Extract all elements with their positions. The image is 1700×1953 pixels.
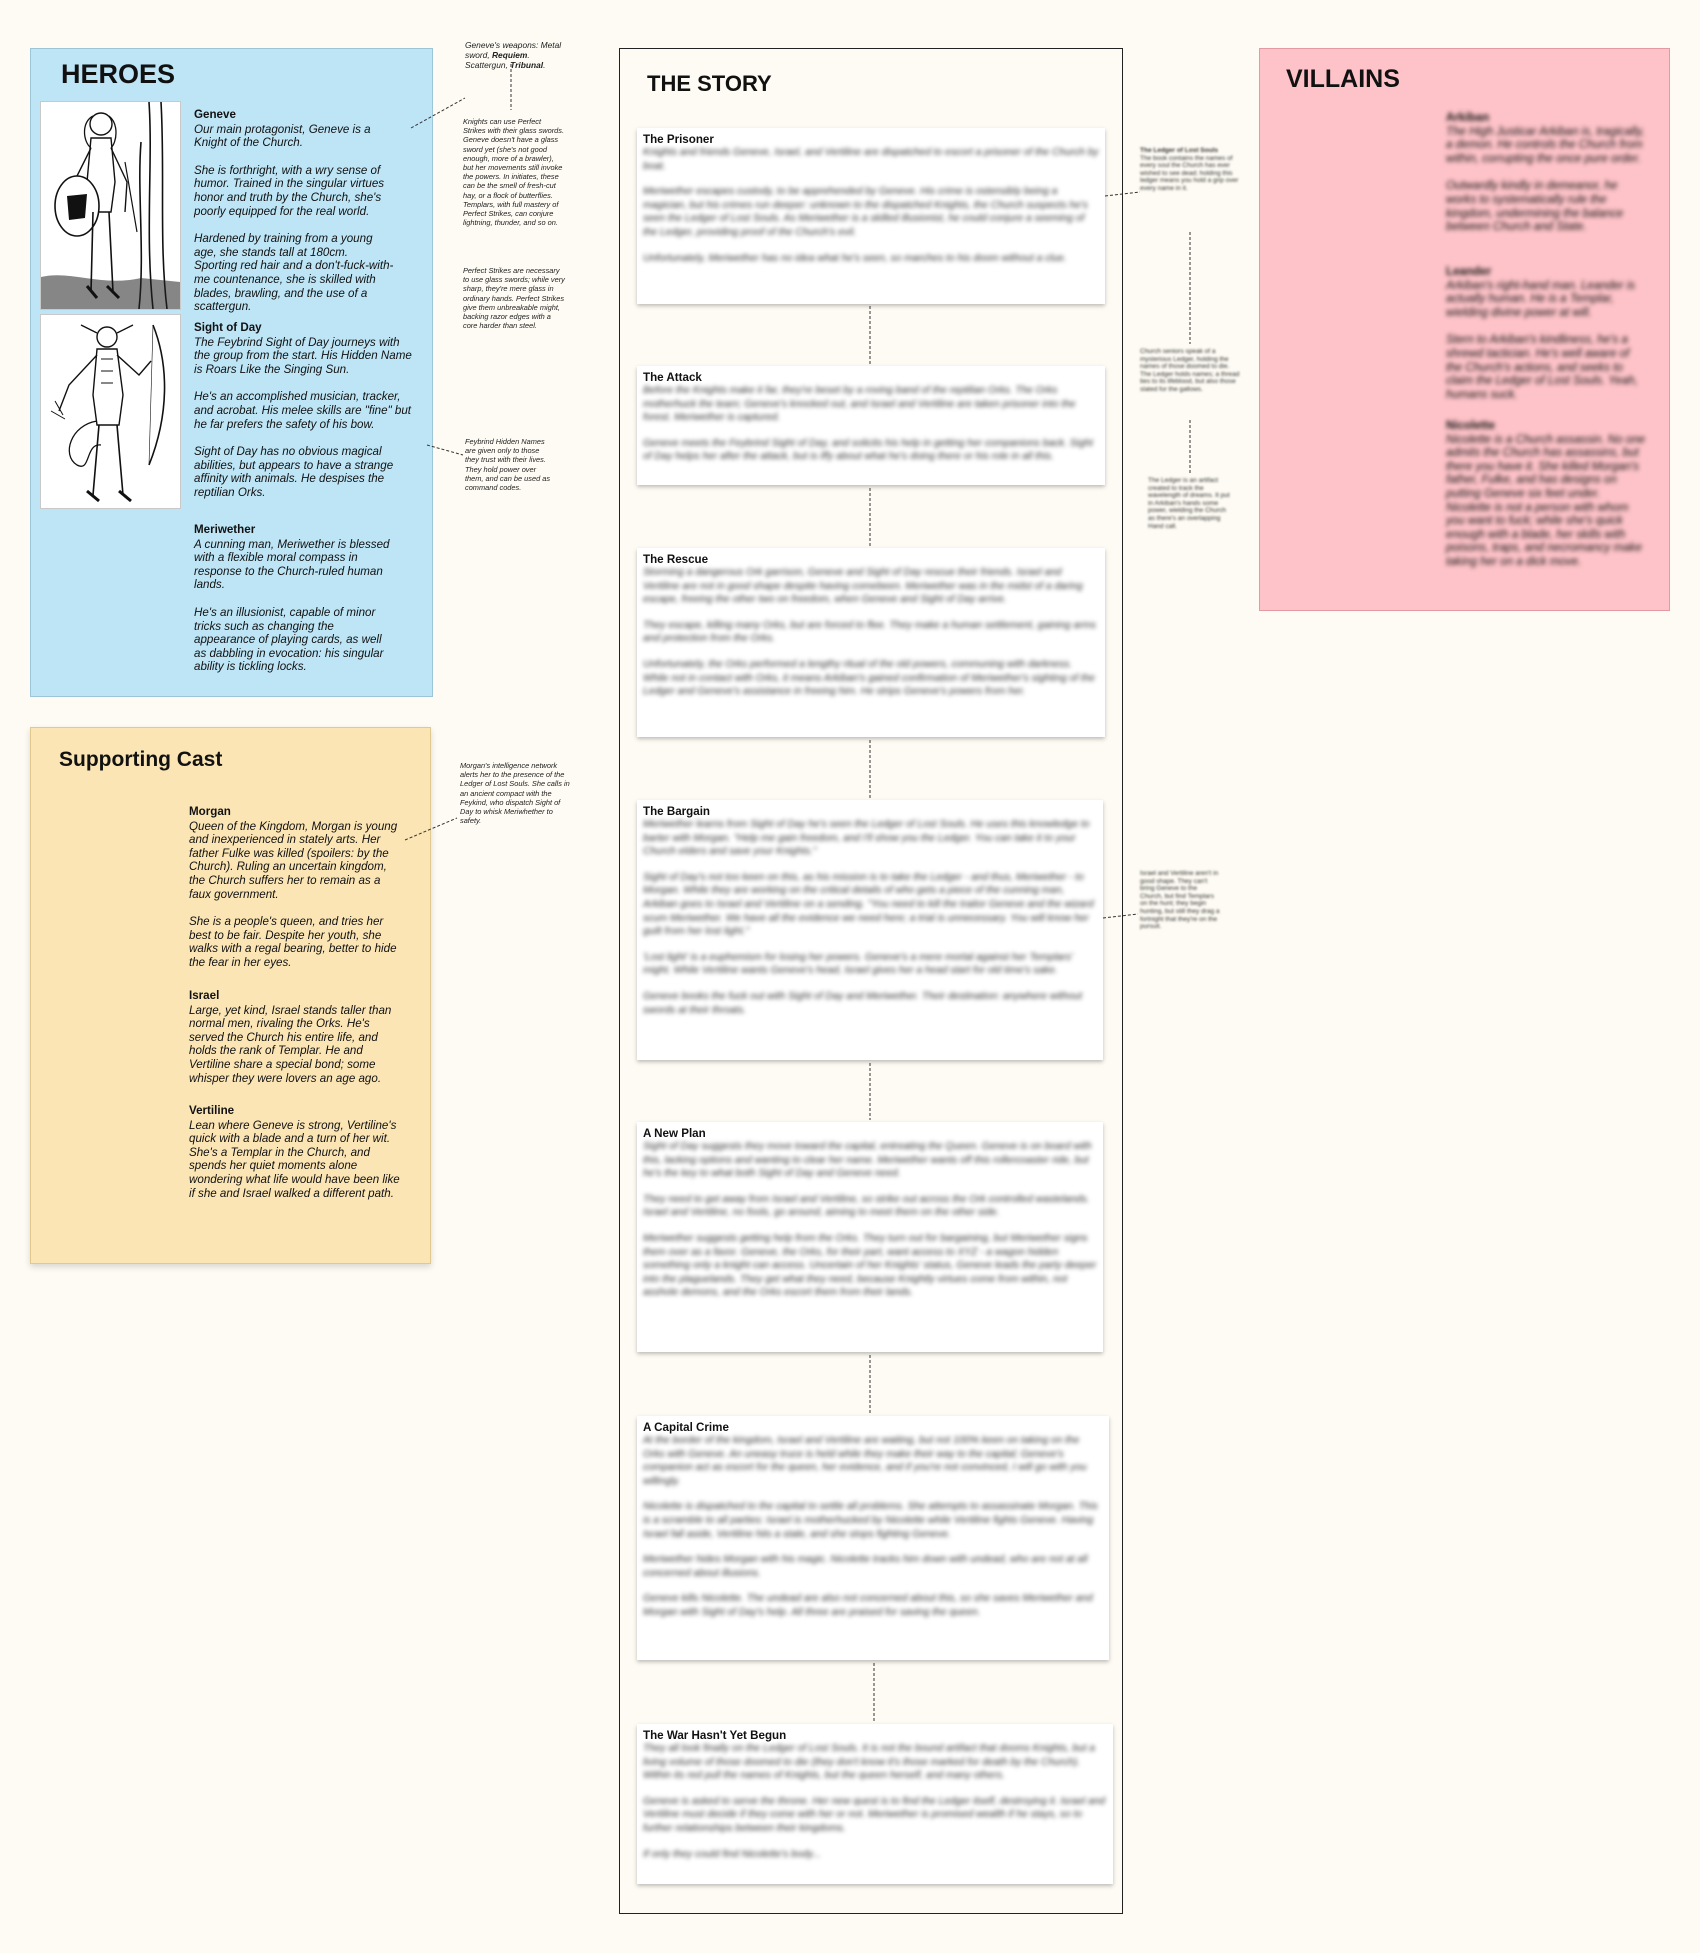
story-card-title: The Prisoner xyxy=(643,133,714,146)
villain-description: Outwardly kindly in demeanor, he works to systematically rule the kingdom, undermining the balance between Church and State. xyxy=(1446,179,1624,234)
story-card-the-bargain[interactable] xyxy=(637,800,1103,1060)
story-card-paragraph: Nicolette is dispatched to the capital to settle all problems. She attempts to assassinate Morgan. This is a scramble to all parties: Israel is motherhucked by Nicolette while Vertiline fights Geneve. Having Israel fall aside, Vertiline hits a stale, and she stops fighting Geneve. xyxy=(643,1501,1098,1540)
hero-description: A cunning man, Meriwether is blessed with a flexible moral compass in response to the Church-ruled human lands. xyxy=(194,537,390,592)
geneve-illustration xyxy=(41,102,180,309)
cast-name: Israel xyxy=(189,989,220,1002)
story-card-paragraph: Meriwether escapes custody, to be apprehended by Geneve. His crime is ostensibly being a magician, but his crimes run deeper: unknown to the dispatched Knights, the Church suspects he's seen the Ledger of Lost Souls. As Meriwether is a skilled illusionist, he could conjure a seeming of the Ledger, providing proof of the Church's evil. xyxy=(643,186,1088,238)
story-card-title: The Bargain xyxy=(643,805,710,818)
hero-name: Geneve xyxy=(194,108,236,121)
hero-description: Our main protagonist, Geneve is a Knight of the Church. xyxy=(194,122,371,150)
villain-description: Stern to Arkiban's kindliness, he's a shrewd tactician. He's well aware of the Church's actions, and seeks to claim the Ledger of Lost Souls. Yeah, humans suck. xyxy=(1446,333,1638,401)
story-card-paragraph: 'Lost light' is a euphemism for losing her powers. Geneve's a mere mortal against her Templars' might. While Vertiline wants Geneve's head, Israel gives her a head start for old time's sake. xyxy=(643,951,1073,977)
cast-vertiline xyxy=(189,1104,404,1214)
story-card-paragraph: Geneve kills Nicolette. The undead are also not concerned about this, so she saves Meriwether and Morgan with Sight of Day's help. All three are praised for saving the queen. xyxy=(643,1593,1093,1618)
story-card-title: The War Hasn't Yet Begun xyxy=(643,1729,787,1742)
heroes-panel[interactable] xyxy=(30,48,433,697)
heroes-title: HEROES xyxy=(61,59,176,89)
villain-arkiban xyxy=(1446,111,1646,248)
villain-description: Nicolette is a Church assassin. No one admits the Church has assassins, but there you have it. She killed Morgan's father, Fulke, and has designs on putting Geneve six feet under. Nicolette is not a person with whom you want to fuck; while she's quick enough with a blade, her skills with poisons, traps, and necromancy make taking her on a dick move. xyxy=(1446,432,1646,568)
hero-name: Meriwether xyxy=(194,523,256,536)
hero-name: Sight of Day xyxy=(194,321,262,334)
story-card-the-prisoner[interactable] xyxy=(637,128,1105,304)
villain-nicolette xyxy=(1446,419,1646,583)
story-card-a-capital-crime[interactable] xyxy=(637,1416,1109,1660)
story-card-paragraph: At the border of the kingdom, Israel and Vertiline are waiting, but not 100% keen on taking on the Orks with Geneve. An uneasy truce is held while they make their way to the capital; Geneve's companion act as escort for the queen, her evidence, and if you're not convinced, I will go with you willingly. xyxy=(643,1435,1087,1487)
geneve-portrait[interactable] xyxy=(40,101,181,310)
note-text: Geneve's weapons: Metal sword, xyxy=(465,40,562,60)
cast-description: Large, yet kind, Israel stands taller than normal men, rivaling the Orks. He's served the Church his entire life, and holds the rank of Templar. He and Vertiline share a special bond; some whisper they were lovers an age ago. xyxy=(189,1003,392,1085)
story-card-paragraph: Before the Knights make it far, they're beset by a roving band of the reptilian Orks. The Orks motherhuck the team; Geneve's knocked out, and Israel and Vertiline are taken prisoner into the forest. Meriwether is captured. xyxy=(643,385,1076,424)
story-card-paragraph: If only they could find Nicolette's body... xyxy=(643,1848,821,1860)
villain-name: Leander xyxy=(1446,265,1492,278)
weapon-name: Requiem xyxy=(492,50,528,60)
story-card-the-attack[interactable] xyxy=(637,366,1105,485)
note-geneve-weapons[interactable] xyxy=(465,40,565,70)
story-card-paragraph: They all look finally on the Ledger of Lost Souls. It is not the bound artifact that dooms Knights, but a living volume of those doomed to die (they don't know it's those marked for death by the Church). Within its red pull the names of Knights, but the queen herself, and many others. xyxy=(643,1743,1095,1782)
cast-israel xyxy=(189,989,404,1099)
note-title: The Ledger of Lost Souls xyxy=(1140,147,1219,154)
note-feybrind-names[interactable]: Feybrind Hidden Names are given only to those they trust with their lives. They hold power over them, and can be used as command codes. xyxy=(465,437,551,493)
hero-description: He's an accomplished musician, tracker, and acrobat. His melee skills are "fine" but he far prefers the safety of his bow. xyxy=(194,390,412,431)
note-ledger-artifact[interactable]: The Ledger is an artifact created to track the wavelength of dreams. It put in Arkiban's hands some power, wielding the Church as there's an overlapping Hand call. xyxy=(1148,477,1230,530)
story-card-paragraph: Knights and friends Geneve, Israel, and Vertiline are dispatched to escort a prisoner of the Church by boat. xyxy=(643,147,1099,172)
hero-description: The Feybrind Sight of Day journeys with the group from the start. His Hidden Name is Roars Like the Singing Sun. xyxy=(194,335,412,376)
note-ledger-of-lost-souls[interactable] xyxy=(1140,147,1240,193)
supporting-cast-panel[interactable] xyxy=(30,727,431,1264)
story-card-paragraph: They escape, killing many Orks, but are forced to flee. They make a human settlement, gaining arms and protection from the Orks. xyxy=(643,619,1096,645)
villain-description: Arkiban's right-hand man. Leander is actually human. He is a Templar, wielding divine power at will. xyxy=(1446,278,1636,319)
note-perfect-strikes-glass[interactable]: Perfect Strikes are necessary to use glass swords; while very sharp, they're mere glass in ordinary hands. Perfect Strikes give them unbreakable might, backing razor edges with a core harder than steel. xyxy=(463,266,565,331)
story-card-paragraph: Meriwether learns from Sight of Day he's seen the Ledger of Lost Souls. He uses this knowledge to barter with Morgan. "Help me gain freedom, and I'll show you the Ledger. You can take it to your Church elders and save your Knights." xyxy=(643,819,1090,858)
cast-name: Vertiline xyxy=(189,1104,235,1117)
story-card-paragraph: Storming a dangerous Ork garrison, Geneve and Sight of Day rescue their friends. Israel and Vertiline are not in good shape despite having comebeen. Meriwether was in the midst of a daring escape, freeing the other two on freedom, when Geneve and Sight of Day arrive. xyxy=(643,567,1083,606)
story-card-a-new-plan[interactable] xyxy=(637,1122,1103,1352)
cast-description: She is a people's queen, and tries her best to be fair. Despite her youth, she walks with a regal bearing, better to hide the fear in her eyes. xyxy=(189,915,397,969)
note-perfect-strikes-knights[interactable]: Knights can use Perfect Strikes with their glass swords. Geneve doesn't have a glass sword yet (she's not good enough, more of a brawler), but her movements still invoke the powers. In initiates, these can be the smell of fresh-cut hay, or a flock of butterflies. Templars, with full mastery of Perfect Strikes, can conjure lightning, thunder, and so on. xyxy=(463,117,565,228)
story-card-title: The Attack xyxy=(643,371,702,384)
story-card-paragraph: Unfortunately, Meriwether has no idea what he's seen, so marches to his doom without a clue. xyxy=(643,252,1067,264)
villain-name: Arkiban xyxy=(1446,111,1490,124)
story-card-title: A New Plan xyxy=(643,1127,706,1140)
villain-description: The High Justicar Arkiban is, tragically, a demon. He controls the Church from within, corrupting the once pure order. xyxy=(1446,124,1645,165)
cast-name: Morgan xyxy=(189,805,231,818)
note-text: . Scattergun, xyxy=(465,50,530,70)
note-israel-vertiline[interactable]: Israel and Vertiline aren't in good shape. They can't bring Geneve to the Church, but find Templars on the hunt; they begin hunting, but still they drag a fortnight that they're on the pursuit. xyxy=(1140,870,1220,931)
hero-sight-of-day xyxy=(194,321,412,514)
cast-morgan xyxy=(189,805,404,984)
hero-meriwether xyxy=(194,523,394,688)
villains-panel[interactable] xyxy=(1259,48,1670,611)
hero-description: Sight of Day has no obvious magical abilities, but appears to have a strange affinity with animals. He despises the reptilian Orks. xyxy=(194,445,394,499)
hero-description: She is forthright, with a wry sense of humor. Trained in the singular virtues honor and truth by the Church, she's poorly equipped for the real world. xyxy=(194,163,385,218)
note-morgan-network[interactable]: Morgan's intelligence network alerts her to the presence of the Ledger of Lost Souls. She calls in an ancient compact with the Feykind, who dispatch Sight of Day to whisk Meriwhether to safety. xyxy=(460,761,570,826)
villains-title: VILLAINS xyxy=(1286,65,1400,93)
weapon-name: Tribunal xyxy=(510,60,544,70)
story-card-paragraph: Sight of Day suggests they move toward the capital, entreating the Queen. Geneve is on board with this, lacking options and wanting to clear her name. Meriwether wants off this rollercoaster ride, but he's the key to what both Sight of Day and Geneve need. xyxy=(643,1141,1092,1180)
hero-geneve xyxy=(194,108,394,328)
note-text: The book contains the names of every soul the Church has ever wished to see dead; holding this ledger means you hold a grip over every name in it. xyxy=(1140,154,1239,192)
story-card-the-war-hasnt-yet-begun[interactable] xyxy=(637,1724,1113,1884)
story-card-paragraph: Sight of Day's not too keen on this, as his mission is to take the Ledger - and thus, Meriwether - to Morgan. While they are working on the critical details of who gets a piece of the cunning man, Arkiban goes to Israel and Vertiline on a sending. "You need to kill the traitor Geneve and the wizard scum Meriwether. We have all the evidence we need here; a trial is unnecessary. You will know her guilt from her lost light." xyxy=(643,871,1094,938)
hero-description: Hardened by training from a young age, she stands tall at 180cm. Sporting red hair and a don't-fuck-with-me countenance, she is skilled with blades, brawling, and the use of a scattergun. xyxy=(194,232,394,314)
story-card-paragraph: Geneve meets the Feybrind Sight of Day, and solicits his help in getting her companions back. Sight of Day helps her after the attack, but is iffy about what he's doing there or his role in all this. xyxy=(643,437,1094,463)
note-text: . xyxy=(543,60,546,70)
sight-of-day-portrait[interactable] xyxy=(40,314,181,509)
villain-name: Nicolette xyxy=(1446,419,1495,432)
cast-description: Lean where Geneve is strong, Vertiline's quick with a blade and a turn of her wit. She's a Templar in the Church, and spends her quiet moments alone wondering what life would have been like if she and Israel walked a different path. xyxy=(189,1118,400,1200)
story-card-paragraph: They need to get away from Israel and Vertiline, so strike out across the Ork controlled wastelands. Israel and Vertiline, no fools, go around, aiming to meet them on the other side. xyxy=(643,1193,1090,1219)
villain-leander xyxy=(1446,265,1646,415)
note-church-ledger[interactable]: Church seniors speak of a mysterious Ledger, holding the names of those doomed to die. The Ledger holds names; a thread ties to its lifeblood, but also those slated for the gallows. xyxy=(1140,348,1240,393)
cast-description: Queen of the Kingdom, Morgan is young and inexperienced in stately arts. Her father Fulke was killed (spoilers: by the Church). Ruling an uncertain kingdom, the Church suffers her to remain as a faux government. xyxy=(189,819,398,901)
story-card-paragraph: Geneve is asked to serve the throne. Her new quest is to find the Ledger itself, destroying it. Israel and Vertiline must decide if they come with her or not. Meriwether is promised wealth if he stays, so to further relationships between their kingdoms. xyxy=(643,1795,1106,1834)
hero-description: He's an illusionist, capable of minor tricks such as changing the appearance of playing cards, as well as dabbling in evocation: his singular ability is tickling locks. xyxy=(194,605,384,674)
story-card-the-rescue[interactable] xyxy=(637,548,1105,737)
story-card-title: The Rescue xyxy=(643,553,709,566)
sight-of-day-illustration xyxy=(41,315,180,508)
story-card-paragraph: Meriwether hides Morgan with his magic. Nicolette tracks him down with undead, who are not at all concerned about illusions. xyxy=(643,1554,1088,1579)
cast-title: Supporting Cast xyxy=(59,748,223,771)
story-card-title: A Capital Crime xyxy=(643,1421,729,1434)
story-card-paragraph: Unfortunately, the Orks performed a lengthy ritual of the old powers, communing with darkness. While not in contact with Orks, it means Arkiban's gained confirmation of Meriwether's sighting of the Ledger and Geneve's assistance in freeing him. He strips Geneve's powers from her. xyxy=(643,658,1095,698)
story-card-paragraph: Meriwether suggests getting help from the Orks. They turn out for bargaining, but Meriwether signs them over as a favor. Geneve, the Orks, for their part, want access to XYZ - a wagon hidden something only a knight can access. Uncertain of her Knights' status, Geneve leads the party deeper into the plaguelands. They get what they need, because Knightly virtues come from within, not asshole demons, and the Orks escort them from their lands. xyxy=(643,1232,1097,1299)
story-title: THE STORY xyxy=(647,71,772,96)
story-card-paragraph: Geneve books the fuck out with Sight of Day and Meriwether. Their destination: anywhere without swords at their throats. xyxy=(643,990,1083,1016)
